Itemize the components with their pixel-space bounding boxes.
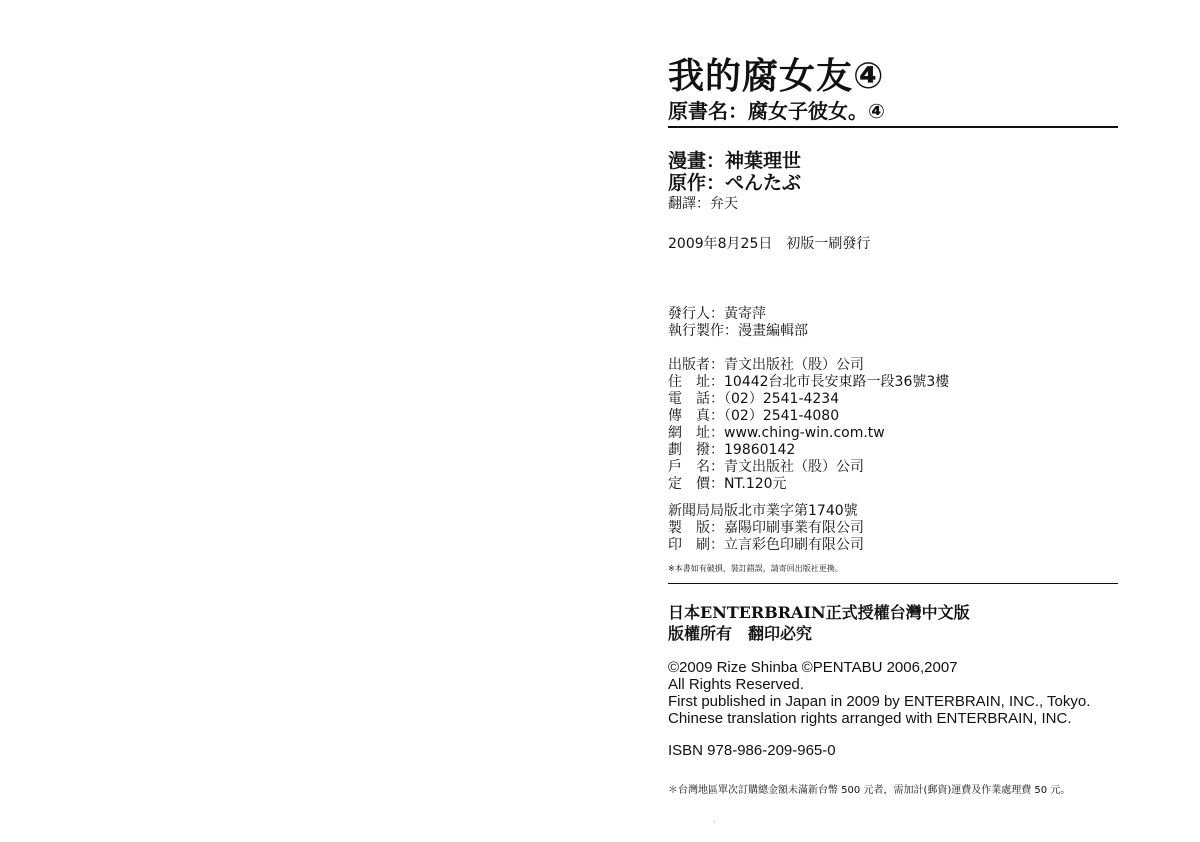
credit-original: 原作：ぺんたぶ	[668, 172, 802, 194]
shipping-note: ＊台灣地區單次訂購總金額未滿新台幣 500 元者，需加計(郵資)運費及作業處理費 50 元。	[668, 785, 1071, 796]
staff-publisher: 發行人：黃寄萍	[668, 306, 766, 322]
info-account-name: 戶 名：青文出版社（股）公司	[668, 459, 864, 475]
staff-list	[668, 306, 808, 340]
credit-translation: 翻譯：弁天	[668, 196, 738, 212]
info-publisher: 出版者：青文出版社（股）公司	[668, 357, 864, 373]
isbn: ISBN 978-986-209-965-0	[668, 742, 836, 759]
damage-note: ※本書如有破損、裝訂錯誤，請寄回出版社更換。	[668, 564, 843, 573]
original-title: 原書名：腐女子彼女。④	[668, 99, 885, 123]
printing-list	[668, 503, 864, 554]
page-mark: ·	[713, 818, 716, 827]
info-fax: 傳 真：（02）2541-4080	[668, 408, 840, 424]
publisher-info-list	[668, 357, 949, 493]
edition-date: 2009年8月25日 初版一刷發行	[668, 236, 871, 252]
info-postal-account: 劃 撥：19860142	[668, 442, 796, 458]
copyright-line: All Rights Reserved.	[668, 676, 804, 693]
printing-printer: 印 刷：立言彩色印刷有限公司	[668, 537, 864, 553]
book-title: 我的腐女友④	[668, 56, 885, 97]
info-phone: 電 話：（02）2541-4234	[668, 391, 840, 407]
license-line-1: 日本ENTERBRAIN正式授權台灣中文版	[668, 603, 970, 622]
printing-plate-maker: 製 版：嘉陽印刷事業有限公司	[668, 520, 864, 536]
staff-production: 執行製作：漫畫編輯部	[668, 323, 808, 339]
license-line-2: 版權所有 翻印必究	[668, 624, 813, 643]
copyright-line: Chinese translation rights arranged with ENTERBRAIN, INC.	[668, 710, 1072, 727]
copyright-line: First published in Japan in 2009 by ENTERBRAIN, INC., Tokyo.	[668, 693, 1091, 710]
info-website: 網 址：www.ching-win.com.tw	[668, 425, 885, 441]
title-divider	[668, 126, 1118, 128]
printing-license-number: 新聞局局版北市業字第1740號	[668, 503, 858, 519]
info-price: 定 價：NT.120元	[668, 476, 787, 492]
info-address: 住 址：10442台北市長安東路一段36號3樓	[668, 374, 950, 390]
copyright-line: ©2009 Rize Shinba ©PENTABU 2006,2007	[668, 659, 958, 676]
credit-manga: 漫畫：神葉理世	[668, 150, 802, 172]
copyright-block	[668, 659, 1090, 727]
license-divider	[668, 583, 1118, 584]
